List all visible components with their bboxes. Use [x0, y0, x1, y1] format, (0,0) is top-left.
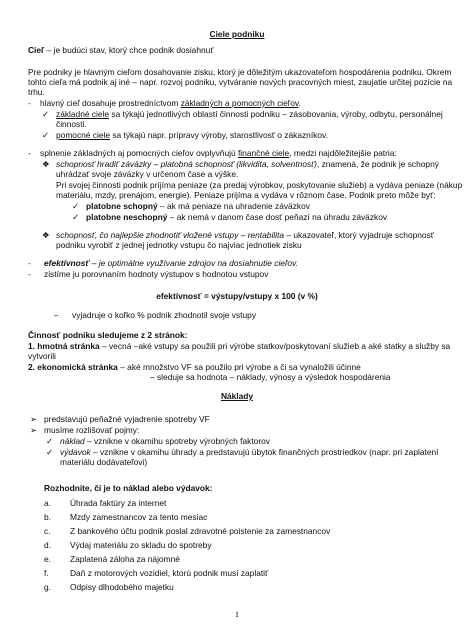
exercise-text: Mzdy zamestnancov za tento mesiac [70, 512, 208, 522]
aux-goals-line [56, 130, 328, 140]
intro-line-3: trhu. [28, 87, 45, 97]
exercise-text: Úhrada faktúry za internet [70, 498, 167, 508]
arrow-bullet-icon: ➢ [30, 425, 38, 435]
exercise-text: Zaplatená záloha za nájomné [70, 554, 180, 564]
financial-goals-suffix: , medzi najdôležitejšie patria: [289, 148, 397, 158]
intro-line-1: Pre podniky je hlavným cieľom dosahovanie zisku, ktorý je dôležitým ukazovateľom hospodárenia podniku. Okrem [28, 67, 452, 77]
efficiency-text: – je optimálne využívanie zdrojov na dosiahnutie cieľov. [89, 258, 298, 268]
exercise-text: Odpisy dlhodobého majetku [70, 582, 174, 592]
efficiency-term: efektívnosť [44, 258, 90, 268]
solvent-line [86, 201, 310, 211]
intro-line-2: tohto cieľa má podnik aj iné – napr. rozvoj podniku, vytváranie nových pracovných miest, zaujatie určitej pozície na [28, 77, 453, 87]
page-title: Ciele podniku [209, 29, 265, 39]
insolvent-line [86, 212, 387, 222]
profitability-term: schopnosť, čo najlepšie zhodnotiť vložené vstupy – rentabilita [56, 230, 285, 240]
dash-bullet: - [28, 269, 31, 279]
checkmark-icon: ✓ [42, 109, 50, 119]
costs-line-2: musíme rozlišovať pojmy: [44, 425, 140, 435]
aux-goals-term: pomocné ciele [56, 130, 111, 140]
main-goal-link: základných a pomocných cieľov [180, 98, 299, 108]
solvency-line-2: uhrádzať svoje záväzky v určenom čase a výške. [56, 169, 239, 179]
exercise-text: Daň z motorových vozidiel, ktorú podnik musí zaplatiť [70, 568, 269, 578]
diamond-bullet-icon: ❖ [42, 230, 50, 240]
activity-1-cont: vytvorili [28, 351, 56, 361]
financial-goals-line [40, 148, 397, 158]
efficiency-line [44, 258, 298, 268]
exercise-letter: b. [44, 512, 51, 522]
exercise-item [44, 554, 51, 564]
exercise-text: Z bankového účtu podnik poslal zdravotné poistenie za zamestnancov [70, 526, 331, 536]
checkmark-icon: ✓ [46, 447, 54, 457]
financial-goals-prefix: splnenie základných aj pomocných cieľov ovplyvňujú [40, 148, 238, 158]
profitability-cont: podniku vyrobiť z jednej jednotky vstupu čo najviac jednotiek zisku [56, 240, 302, 250]
solvency-line [56, 159, 439, 169]
activity-2-line [28, 362, 361, 372]
dash-bullet: - [28, 258, 31, 268]
dash-bullet: - [28, 148, 31, 158]
main-goal-line [40, 98, 301, 108]
profitability-line [56, 230, 434, 240]
exercise-text: Výdaj materiálu zo skladu do spotreby [70, 540, 212, 550]
financial-goals-link: finančné ciele [237, 148, 290, 158]
cost-text: – vznikne v okamihu spotreby výrobných faktorov [84, 436, 270, 446]
arrow-bullet-icon: ➢ [30, 414, 38, 424]
exercise-letter: d. [44, 540, 51, 550]
insolvent-text: – ak nemá v danom čase dosť peňazí na úhradu záväzkov [167, 212, 388, 222]
exercise-item [44, 512, 51, 522]
goal-term: Cieľ [28, 45, 45, 55]
solvency-line-4: materiálu, mzdy, prenájom, energie). Peniaze prijíma a vydáva v rôznom čase. Podnik preto môže byť: [56, 190, 436, 200]
main-goal-prefix: hlavný cieľ dosahuje prostredníctvom [40, 98, 181, 108]
solvent-text: – ak má peniaze na uhradenie záväzkov [157, 201, 310, 211]
goal-definition-text: – je budúci stav, ktorý chce podnik dosiahnuť [44, 45, 214, 55]
dash-bullet: – [54, 310, 59, 320]
solvency-term: schopnosť hradiť záväzky [56, 159, 152, 169]
cost-term: náklad [60, 436, 85, 446]
checkmark-icon: ✓ [72, 201, 80, 211]
expense-definition [60, 447, 439, 457]
cost-definition [60, 436, 270, 446]
formula-note: vyjadruje o koľko % podnik zhodnotil svoje vstupy [72, 310, 257, 320]
exercise-title: Rozhodnite, či je to náklad alebo výdavok: [44, 483, 213, 493]
main-goal-suffix: . [298, 98, 301, 108]
activity-2-cont: – sleduje sa hodnota – náklady, výnosy a výsledok hospodárenia [150, 372, 391, 382]
activity-intro: Činnosť podniku sledujeme z 2 stránok: [28, 330, 188, 340]
dash-bullet: - [28, 98, 31, 108]
exercise-letter: c. [44, 526, 51, 536]
exercise-letter: g. [44, 582, 51, 592]
profitability-text: – ukazovateľ, ktorý vyjadruje schopnosť [284, 230, 434, 240]
insolvent-term: platobne neschopný [86, 212, 168, 222]
exercise-item [44, 498, 51, 508]
checkmark-icon: ✓ [42, 130, 50, 140]
exercise-letter: f. [44, 568, 49, 578]
solvency-line-3: Pri svojej činnosti podnik príjíma peniaze (za predaj výrobkov, poskytovanie služieb) a vydáva peniaze (nákup [56, 180, 463, 190]
goal-definition [28, 45, 213, 55]
activity-1-term: 1. hmotná stránka [28, 341, 100, 351]
activity-2-term: 2. ekonomická stránka [28, 362, 118, 372]
activity-2-text: – aké množstvo VF sa použilo pri výrobe a či sa vynaložili účinne [117, 362, 361, 372]
checkmark-icon: ✓ [72, 212, 80, 222]
basic-goals-line [56, 109, 443, 119]
exercise-letter: a. [44, 498, 51, 508]
solvent-term: platobne schopný [86, 201, 158, 211]
checkmark-icon: ✓ [46, 436, 54, 446]
diamond-bullet-icon: ❖ [42, 159, 50, 169]
page-number: 1 [234, 610, 240, 619]
exercise-item [44, 540, 51, 550]
efficiency-how: zistíme ju porovnaním hodnoty výstupov s hodnotou vstupov [44, 269, 269, 279]
expense-term: výdavok [60, 447, 91, 457]
solvency-text: , znamená, že podnik je schopný [316, 159, 439, 169]
activity-1-line [28, 341, 450, 351]
basic-goals-cont: činnosti. [56, 119, 87, 129]
exercise-letter: e. [44, 554, 51, 564]
exercise-item [44, 582, 51, 592]
basic-goals-term: základné ciele [56, 109, 110, 119]
basic-goals-text: sa týkajú jednotlivých oblastí činnosti podniku – zásobovania, výroby, odbytu, personálnej [109, 109, 443, 119]
exercise-item [44, 526, 51, 536]
costs-line-1: predstavujú peňažné vyjadrenie spotreby VF [44, 414, 210, 424]
solvency-mid: – platobná schopnosť (likvidita, solventnosť) [151, 159, 317, 169]
exercise-item [44, 568, 49, 578]
efficiency-formula: efektívnosť = výstupy/vstupy x 100 (v %) [156, 291, 318, 301]
expense-text: – vznikne v okamihu úhrady a predstavujú úbytok finančných prostriedkov (napr. pri zaplatení [90, 447, 439, 457]
expense-cont: materiálu dodávateľovi) [60, 457, 148, 467]
activity-1-text: – vecná –aké vstupy sa použili pri výrobe statkov/poskytovaní služieb a aké statky a služby sa [99, 341, 451, 351]
section-title-costs: Náklady [220, 391, 254, 401]
aux-goals-text: sa týkajú napr. prípravy výroby, starostlivosť o zákazníkov. [110, 130, 328, 140]
